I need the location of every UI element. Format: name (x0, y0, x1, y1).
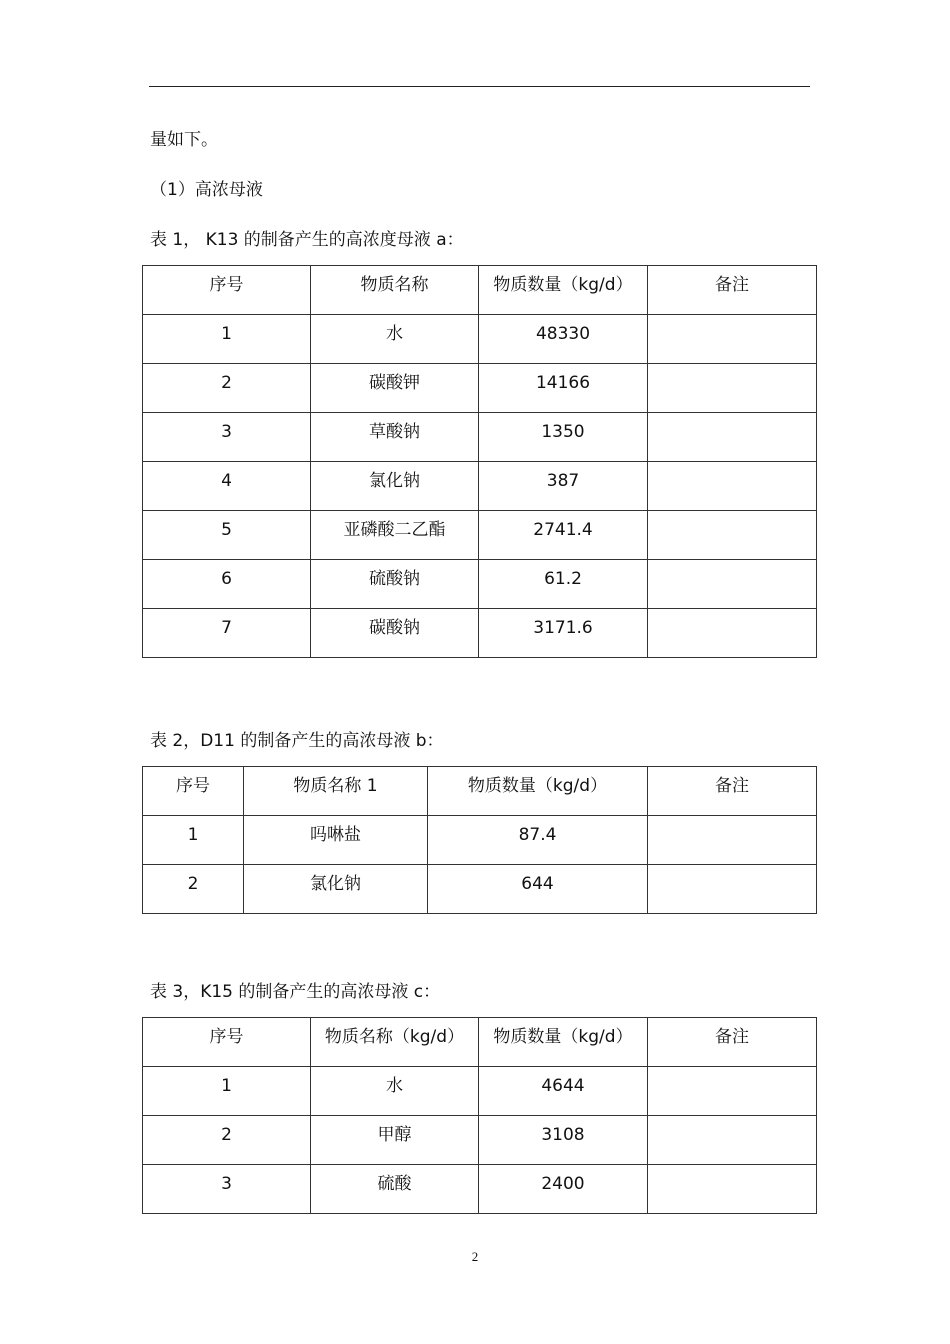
table-cell: 48330 (479, 315, 648, 364)
table-cell: 3 (143, 1165, 311, 1214)
table-row (143, 315, 817, 364)
table-cell: 61.2 (479, 560, 648, 609)
table-row (143, 560, 817, 609)
table2-caption: 表 2，D11 的制备产生的高浓母液 b： (150, 731, 444, 751)
table-cell: 硫酸 (311, 1165, 479, 1214)
table-cell: 2 (143, 865, 244, 914)
table1-caption: 表 1， K13 的制备产生的高浓度母液 a： (150, 230, 464, 250)
table-cell (648, 865, 817, 914)
table-cell: 甲醇 (311, 1116, 479, 1165)
table-cell: 6 (143, 560, 311, 609)
table3-caption: 表 3，K15 的制备产生的高浓母液 c： (150, 982, 441, 1002)
table-cell: 2 (143, 1116, 311, 1165)
header-cell: 物质数量（kg/d） (479, 266, 648, 315)
intro-text: 量如下。 (150, 130, 218, 150)
page-number: 2 (471, 1249, 479, 1264)
table-cell: 5 (143, 511, 311, 560)
table-cell (648, 609, 817, 658)
section-heading: （1）高浓母液 (150, 180, 263, 200)
table-cell: 氯化钠 (244, 865, 428, 914)
header-cell: 备注 (648, 266, 817, 315)
header-cell: 序号 (143, 767, 244, 816)
table-cell: 387 (479, 462, 648, 511)
header-cell: 备注 (648, 1018, 817, 1067)
table-cell: 碳酸钠 (311, 609, 479, 658)
table-cell: 碳酸钾 (311, 364, 479, 413)
table1 (142, 265, 817, 658)
header-cell: 物质数量（kg/d） (428, 767, 648, 816)
table-cell (648, 560, 817, 609)
table2 (142, 766, 817, 914)
table-cell: 1350 (479, 413, 648, 462)
header-cell: 物质名称（kg/d） (311, 1018, 479, 1067)
table-row (143, 413, 817, 462)
table-cell (648, 511, 817, 560)
table-cell (648, 462, 817, 511)
table-row (143, 462, 817, 511)
table-row (143, 609, 817, 658)
table-cell: 硫酸钠 (311, 560, 479, 609)
table-row (143, 1067, 817, 1116)
table-header-row (143, 266, 817, 315)
table-cell (648, 413, 817, 462)
table-cell: 2741.4 (479, 511, 648, 560)
table-cell (648, 816, 817, 865)
table-header-row (143, 1018, 817, 1067)
table-cell: 氯化钠 (311, 462, 479, 511)
table-cell (648, 364, 817, 413)
header-rule (149, 86, 810, 87)
table-cell: 3108 (479, 1116, 648, 1165)
table-cell (648, 315, 817, 364)
table-row (143, 511, 817, 560)
header-cell: 物质名称 (311, 266, 479, 315)
header-cell: 序号 (143, 266, 311, 315)
table-cell (648, 1165, 817, 1214)
table-cell: 1 (143, 816, 244, 865)
table-cell: 3 (143, 413, 311, 462)
table-cell: 3171.6 (479, 609, 648, 658)
table-cell: 2400 (479, 1165, 648, 1214)
table-row (143, 865, 817, 914)
table-cell: 2 (143, 364, 311, 413)
table-cell (648, 1067, 817, 1116)
table-cell: 水 (311, 315, 479, 364)
table-header-row (143, 767, 817, 816)
header-cell: 序号 (143, 1018, 311, 1067)
table-cell: 吗啉盐 (244, 816, 428, 865)
table-cell: 14166 (479, 364, 648, 413)
table-cell: 亚磷酸二乙酯 (311, 511, 479, 560)
table-cell: 4644 (479, 1067, 648, 1116)
table-cell: 1 (143, 1067, 311, 1116)
table-row (143, 1165, 817, 1214)
table3 (142, 1017, 817, 1214)
header-cell: 备注 (648, 767, 817, 816)
table-cell: 7 (143, 609, 311, 658)
table-cell: 644 (428, 865, 648, 914)
table-cell: 草酸钠 (311, 413, 479, 462)
table-row (143, 816, 817, 865)
table-row (143, 1116, 817, 1165)
header-cell: 物质名称 1 (244, 767, 428, 816)
table-cell (648, 1116, 817, 1165)
table-cell: 87.4 (428, 816, 648, 865)
table-cell: 4 (143, 462, 311, 511)
table-cell: 1 (143, 315, 311, 364)
table-cell: 水 (311, 1067, 479, 1116)
header-cell: 物质数量（kg/d） (479, 1018, 648, 1067)
table-row (143, 364, 817, 413)
